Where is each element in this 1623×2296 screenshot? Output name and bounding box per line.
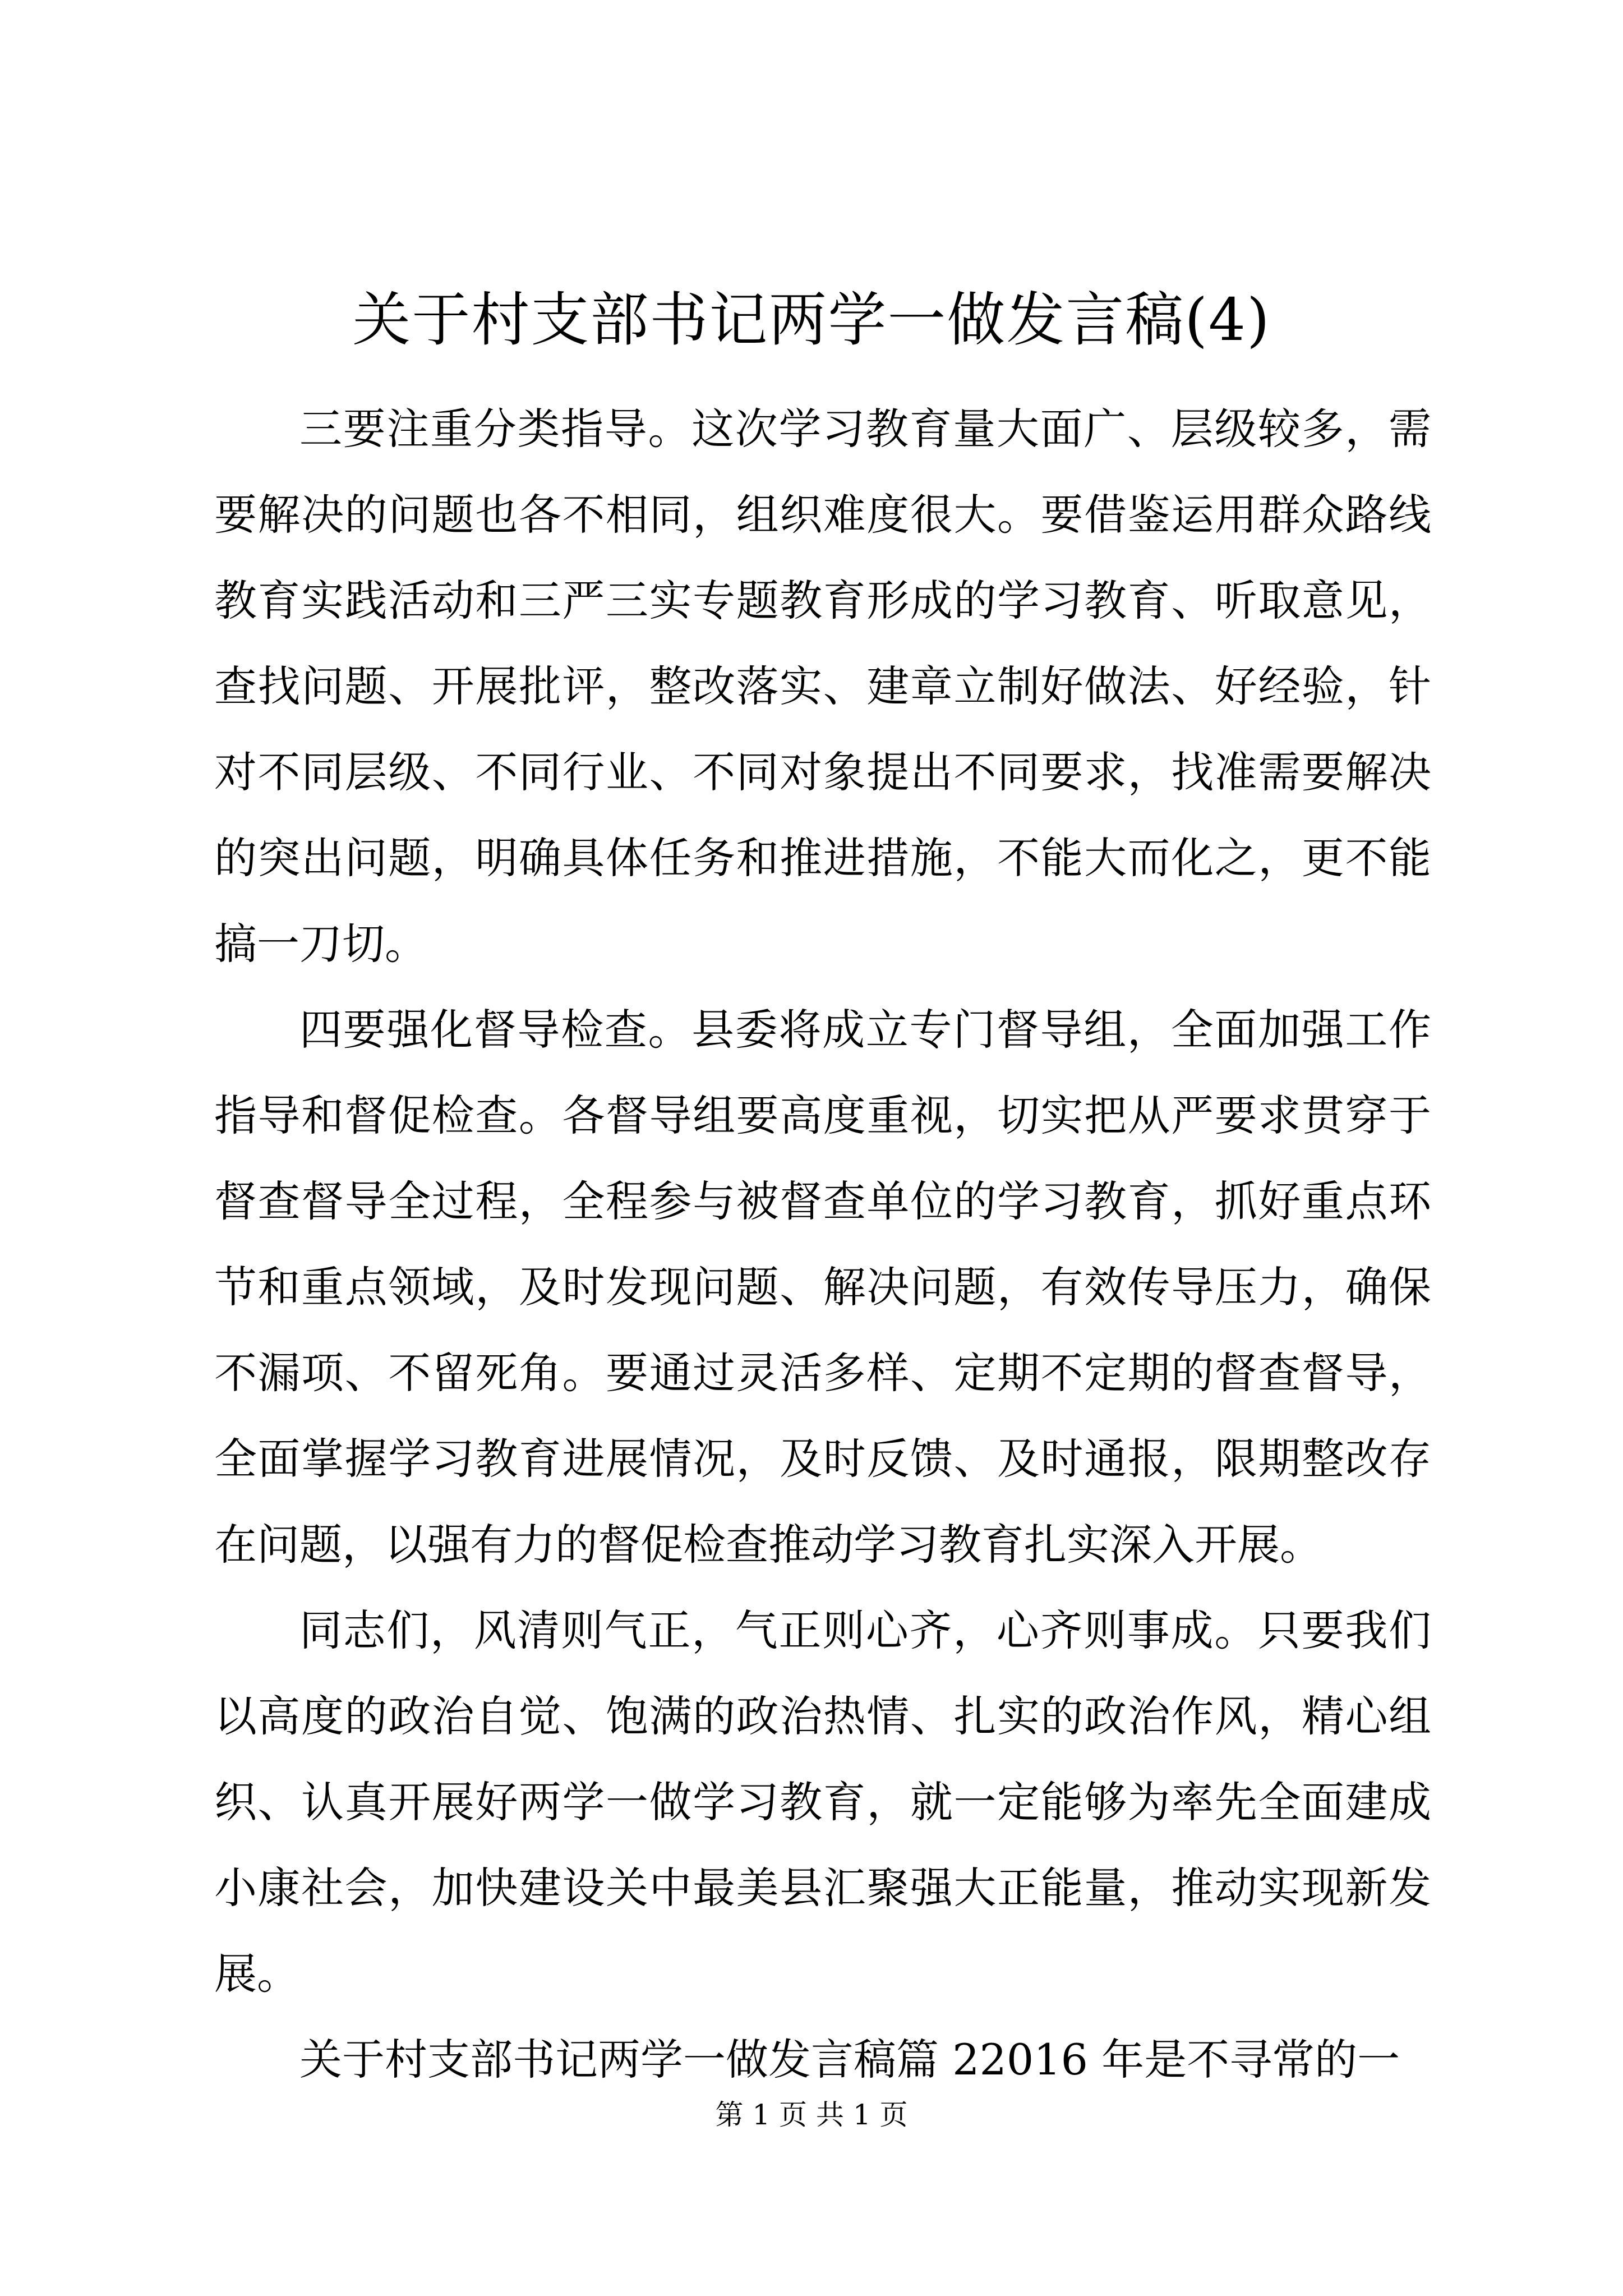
paragraph-closing: 同志们，风清则气正，气正则心齐，心齐则事成。只要我们以高度的政治自觉、饱满的政治热情、扎实的政治作风，精心组织、认真开展好两学一做学习教育，就一定能够为率先全面建成小康社会，加快建设关中最美县汇聚强大正能量，推动实现新发展。 [214, 1605, 1431, 1999]
document-body [214, 386, 1431, 2102]
document-title: 关于村支部书记两学一做发言稿(4) [352, 286, 1271, 354]
paragraph-guidance: 三要注重分类指导。这次学习教育量大面广、层级较多，需要解决的问题也各不相同，组织难度很大。要借鉴运用群众路线教育实践活动和三严三实专题教育形成的学习教育、听取意见，查找问题、开展批评，整改落实、建章立制好做法、好经验，针对不同层级、不同行业、不同对象提出不同要求，找准需要解决的突出问题，明确具体任务和推进措施，不能大而化之，更不能搞一刀切。 [214, 404, 1431, 969]
paragraph-supervision: 四要强化督导检查。县委将成立专门督导组，全面加强工作指导和督促检查。各督导组要高度重视，切实把从严要求贯穿于督查督导全过程，全程参与被督查单位的学习教育，抓好重点环节和重点领域，及时发现问题、解决问题，有效传导压力，确保不漏项、不留死角。要通过灵活多样、定期不定期的督查督导，全面掌握学习教育进展情况，及时反馈、及时通报，限期整改存在问题，以强有力的督促检查推动学习教育扎实深入开展。 [214, 1005, 1431, 1570]
paragraph-next-article: 关于村支部书记两学一做发言稿篇 22016 年是不寻常的一 [299, 2035, 1400, 2085]
page-footer: 第 1 页 共 1 页 [715, 2099, 908, 2131]
